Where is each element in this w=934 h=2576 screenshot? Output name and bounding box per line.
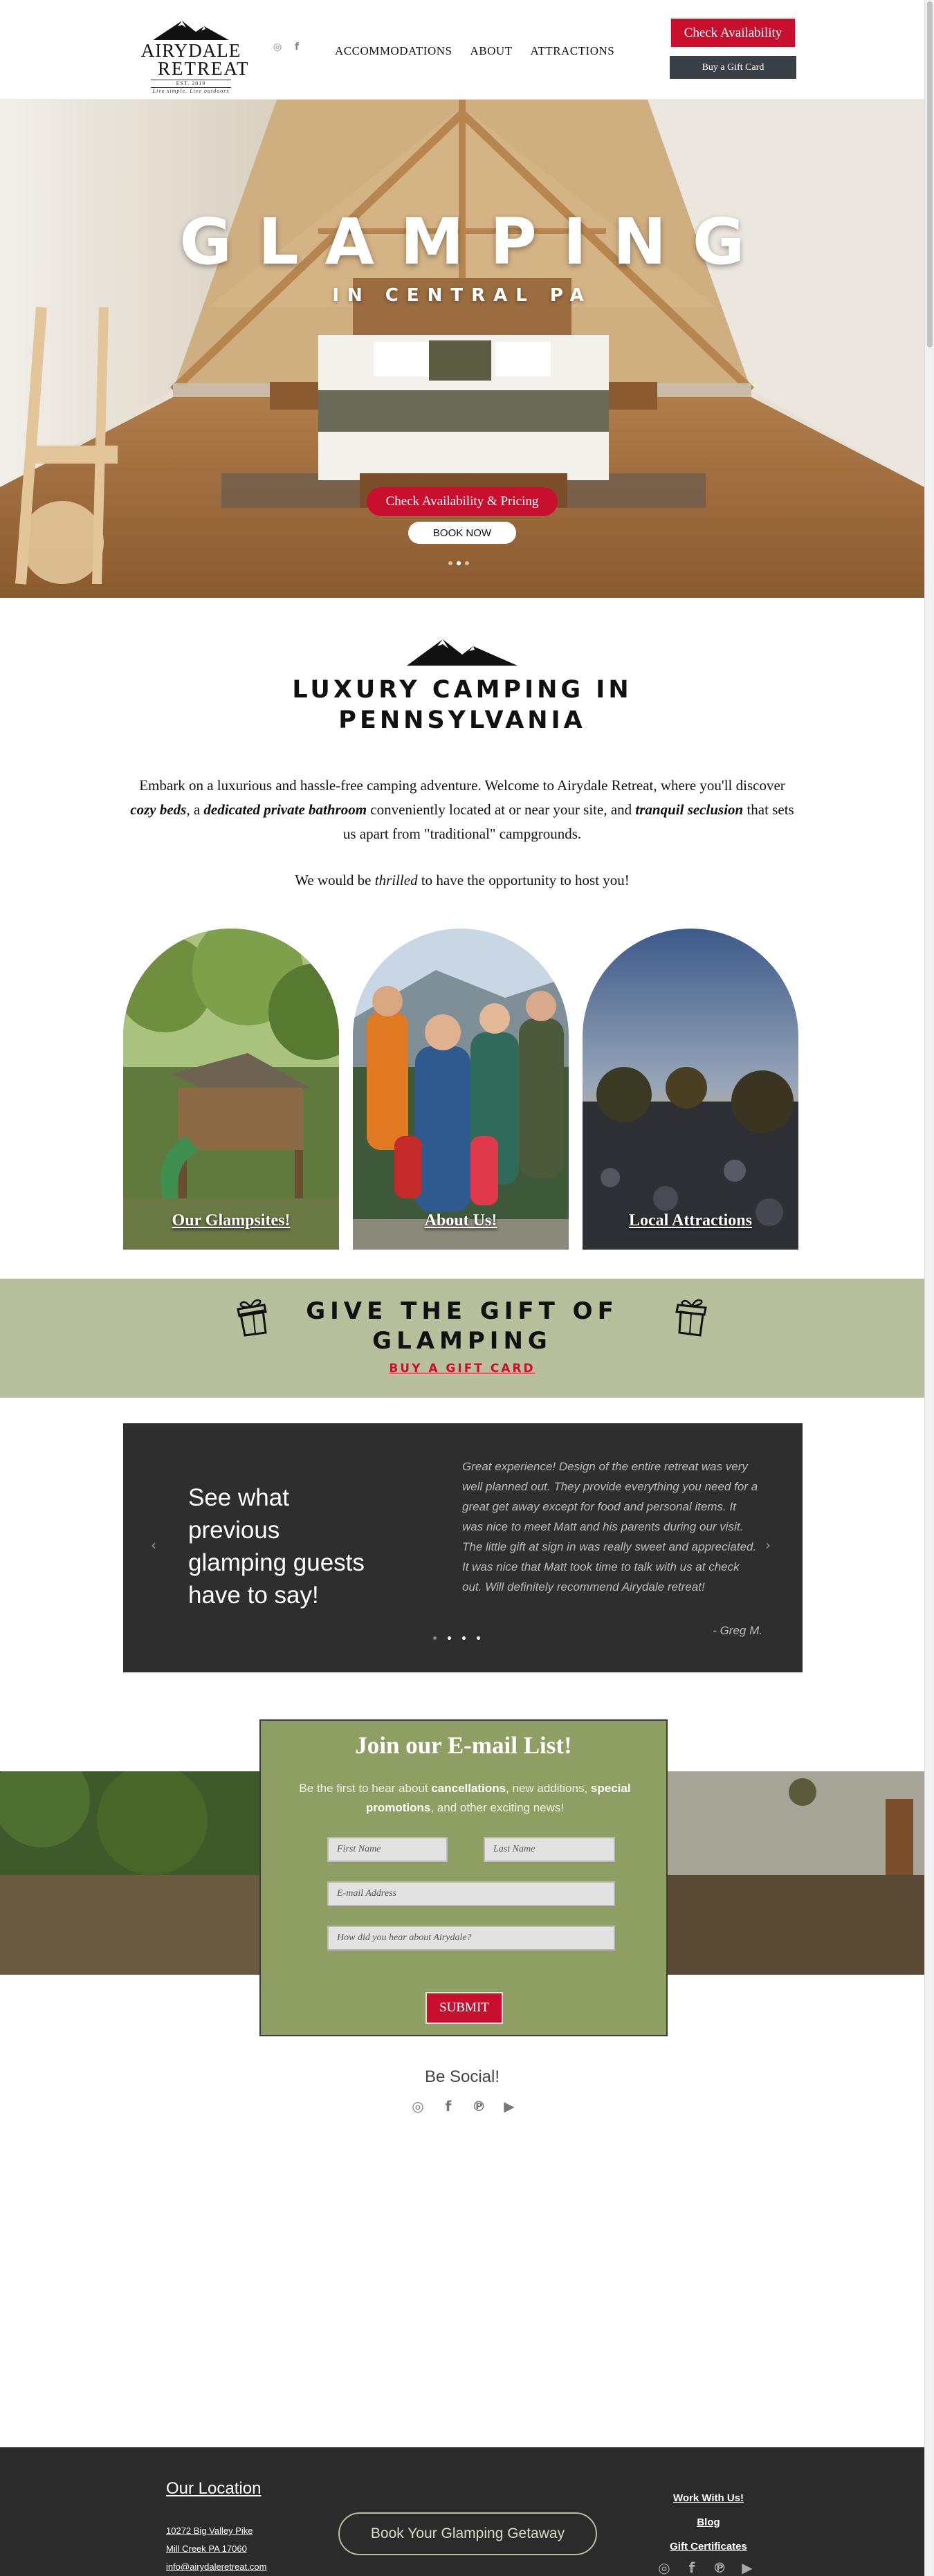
first-name-input[interactable]: First Name: [327, 1837, 448, 1862]
instagram-icon[interactable]: ◎: [658, 2559, 670, 2576]
slide-dot-active[interactable]: [448, 1636, 451, 1640]
facebook-icon[interactable]: f: [294, 42, 300, 53]
footer-link-blog[interactable]: Blog: [697, 2516, 720, 2528]
check-availability-pricing-button[interactable]: Check Availability & Pricing: [367, 487, 558, 516]
slide-dot[interactable]: [448, 561, 452, 565]
slide-dot-active[interactable]: [457, 561, 461, 565]
email-emphasis: special promotions: [365, 1782, 631, 1814]
heading-line: GLAMPING: [372, 1327, 552, 1355]
intro-emphasis: tranquil seclusion: [635, 801, 744, 818]
card-label[interactable]: Local Attractions: [629, 1212, 752, 1230]
email-link[interactable]: info@airydaleretreat.com: [166, 2561, 267, 2572]
gift-card-band: [0, 1279, 924, 1398]
card-label[interactable]: Our Glampsites!: [172, 1212, 291, 1230]
footer-links: [653, 2486, 764, 2559]
header-social-links: [272, 42, 302, 53]
check-availability-button[interactable]: Check Availability: [670, 17, 796, 48]
logo-established: EST. 2019: [151, 80, 231, 88]
slide-dot[interactable]: [433, 1636, 437, 1640]
testimonial-author: - Greg M.: [713, 1624, 762, 1637]
luxury-camping-heading: [0, 675, 924, 736]
card-label[interactable]: About Us!: [424, 1212, 497, 1230]
instagram-icon[interactable]: ◎: [412, 2098, 424, 2114]
our-location-heading[interactable]: Our Location: [166, 2479, 262, 2498]
book-getaway-button[interactable]: Book Your Glamping Getaway: [338, 2512, 597, 2555]
family-photo: [353, 929, 569, 1250]
site-logo[interactable]: [137, 18, 250, 94]
be-social-label: Be Social!: [424, 2067, 500, 2086]
intro-emphasis: dedicated private bathroom: [203, 801, 367, 818]
last-name-input[interactable]: Last Name: [484, 1837, 615, 1862]
facebook-icon[interactable]: f: [445, 2098, 452, 2114]
intro-text: We would be: [295, 872, 375, 888]
chevron-right-icon[interactable]: ›: [765, 1537, 771, 1553]
mountain-logo-icon: [139, 18, 243, 42]
slide-dot[interactable]: [477, 1636, 480, 1640]
slide-dot[interactable]: [465, 561, 469, 565]
testimonials-heading: See what previous glamping guests have to say!: [188, 1484, 365, 1609]
intro-text: that sets us apart from "traditional" campgrounds.: [342, 801, 794, 842]
email-signup-form: [259, 1719, 668, 2036]
card-local-attractions[interactable]: [583, 929, 798, 1250]
site-header: [0, 0, 924, 100]
mountain-icon: [407, 635, 518, 667]
address-line[interactable]: Mill Creek PA 17060: [166, 2543, 247, 2554]
intro-text: to have the opportunity to host you!: [417, 872, 630, 888]
hero-slideshow: [0, 100, 924, 598]
email-emphasis: cancellations: [431, 1782, 506, 1795]
logo-text-retreat: RETREAT: [158, 58, 250, 79]
youtube-icon[interactable]: ▶: [504, 2098, 515, 2114]
testimonial-quote: Great experience! Design of the entire retreat was very well planned out. They provide everything you need for a great get away except for food and personal items. It was nice to meet Matt and his parents during our visit. The little gift at sign in was really sweet and appreciated. It was nice that Matt took time to talk with us at check out. Will definitely recommend Airydale retreat!: [462, 1460, 758, 1593]
intro-paragraph: [125, 774, 800, 846]
how-did-you-hear-input[interactable]: How did you hear about Airydale?: [327, 1926, 615, 1951]
logo-tagline: Live simple. Live outdoors: [152, 88, 230, 94]
youtube-icon[interactable]: ▶: [742, 2559, 753, 2576]
chevron-left-icon[interactable]: ‹: [151, 1537, 156, 1553]
instagram-icon[interactable]: ◎: [273, 42, 282, 53]
intro-text: conveniently located at or near your site, and: [367, 801, 636, 818]
testimonial-dots: [433, 1636, 480, 1640]
footer-link-gift-certificates[interactable]: Gift Certificates: [670, 2541, 747, 2552]
buy-gift-card-link[interactable]: BUY A GIFT CARD: [389, 1362, 535, 1376]
address-line[interactable]: 10272 Big Valley Pike: [166, 2525, 253, 2536]
logo-text-airydale: AIRYDALE: [140, 40, 241, 61]
email-text: , new additions,: [506, 1782, 591, 1795]
social-links: [408, 2097, 519, 2116]
gift-box-icon: [674, 1298, 710, 1337]
email-text: Be the first to hear about: [299, 1782, 432, 1795]
email-heading: Join our E-mail List!: [355, 1732, 572, 1759]
email-description: [289, 1779, 641, 1818]
footer-social-links: [654, 2559, 757, 2576]
pinterest-icon[interactable]: ℗: [472, 2098, 486, 2114]
intro-welcome: [0, 872, 924, 889]
slide-dot[interactable]: [462, 1636, 466, 1640]
glampsite-photo: [123, 929, 339, 1250]
footer-link-work-with-us[interactable]: Work With Us!: [672, 2492, 744, 2504]
card-about-us[interactable]: [353, 929, 569, 1250]
gift-heading: [0, 1297, 924, 1356]
address-block: [166, 2522, 266, 2576]
nav-attractions[interactable]: ATTRACTIONS: [530, 44, 615, 57]
email-text: , and other exciting news!: [430, 1801, 565, 1814]
book-now-button[interactable]: BOOK NOW: [408, 522, 516, 544]
page-scrollbar[interactable]: [924, 0, 934, 2576]
sunset-photo: [583, 929, 798, 1250]
heading-line: LUXURY CAMPING IN: [292, 676, 632, 704]
pinterest-icon[interactable]: ℗: [713, 2559, 726, 2576]
card-glampsites[interactable]: [123, 929, 339, 1250]
intro-text: , a: [186, 801, 204, 818]
email-address-input[interactable]: E-mail Address: [327, 1881, 615, 1906]
nav-about[interactable]: ABOUT: [470, 44, 513, 57]
scrollbar-thumb[interactable]: [927, 1, 933, 347]
submit-button[interactable]: SUBMIT: [425, 1992, 503, 2024]
hero-title: GLAMPING: [179, 205, 771, 279]
intro-text: Embark on a luxurious and hassle-free camping adventure. Welcome to Airydale Retreat, where you'll discover: [139, 777, 785, 794]
nav-accommodations[interactable]: ACCOMMODATIONS: [335, 44, 452, 57]
testimonials-slider: [123, 1423, 803, 1672]
buy-gift-card-button[interactable]: Buy a Gift Card: [670, 56, 796, 79]
intro-emphasis: thrilled: [374, 872, 418, 888]
intro-emphasis: cozy beds: [130, 801, 187, 818]
hero-subtitle: IN CENTRAL PA: [332, 285, 592, 306]
facebook-icon[interactable]: f: [688, 2559, 695, 2576]
site-footer: [0, 2447, 924, 2576]
main-nav: [335, 44, 614, 58]
heading-line: GIVE THE GIFT OF: [306, 1297, 619, 1325]
slideshow-dots: [448, 561, 469, 565]
heading-line: PENNSYLVANIA: [338, 706, 586, 734]
